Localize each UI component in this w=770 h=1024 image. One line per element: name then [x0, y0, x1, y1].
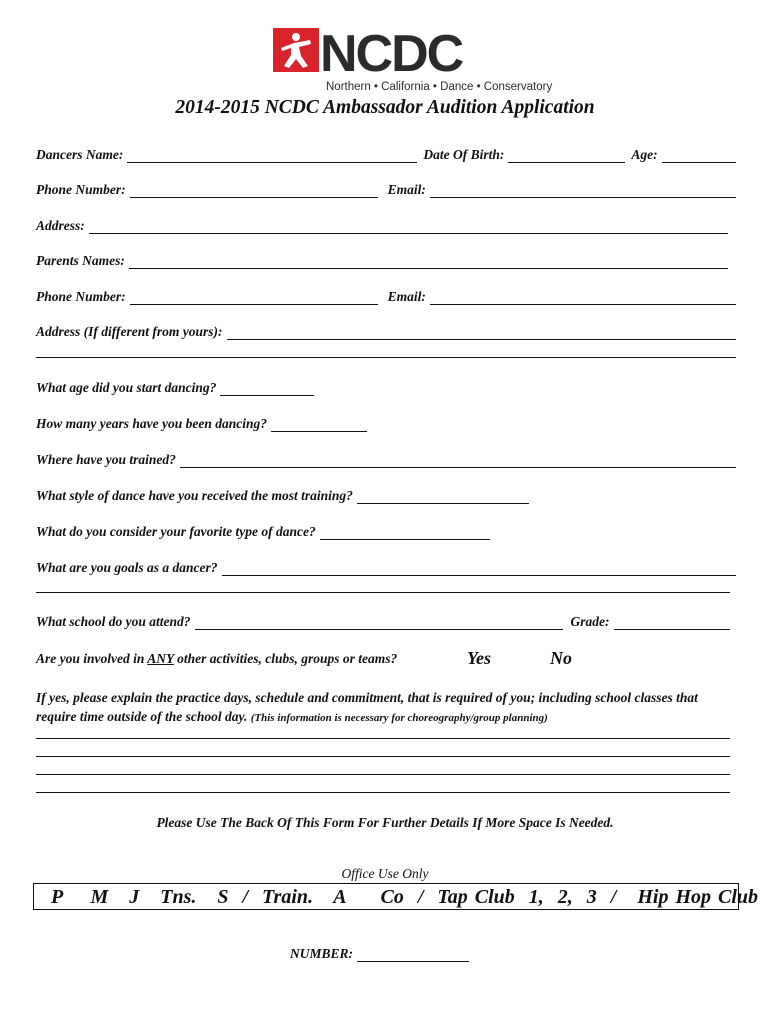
- age-label: Age:: [631, 147, 658, 162]
- trained-label: Where have you trained?: [36, 452, 176, 467]
- dancer-name-label: Dancers Name:: [36, 147, 124, 162]
- row-style: [36, 488, 736, 504]
- row-parents: [36, 253, 728, 269]
- dob-field[interactable]: [508, 150, 625, 163]
- logo-tagline: Northern • California • Dance • Conservatory: [326, 81, 553, 93]
- parent-phone-field[interactable]: [130, 292, 378, 305]
- number-label: NUMBER:: [290, 946, 354, 961]
- years-label: How many years have you been dancing?: [36, 416, 267, 431]
- years-field[interactable]: [271, 419, 367, 432]
- style-label: What style of dance have you received the most training?: [36, 488, 353, 503]
- row-school: [36, 614, 730, 630]
- email-label: Email:: [387, 182, 426, 197]
- ncdc-logo: [272, 25, 553, 98]
- section-divider: [36, 357, 736, 358]
- address-alt-field[interactable]: [227, 327, 737, 340]
- explain-note: (This information is necessary for choreography/group planning): [250, 712, 548, 724]
- trained-field[interactable]: [180, 455, 736, 468]
- office-use-box: [33, 883, 759, 910]
- email-field[interactable]: [430, 185, 736, 198]
- parent-phone-label: Phone Number:: [36, 289, 126, 304]
- favorite-label: What do you consider your favorite type of dance?: [36, 524, 316, 539]
- school-field[interactable]: [195, 617, 563, 630]
- involved-label: Are you involved in ANY other activities, clubs, groups or teams?: [36, 651, 398, 666]
- number-field[interactable]: [357, 949, 469, 962]
- address-alt-label: Address (If different from yours):: [36, 324, 223, 339]
- start-age-field[interactable]: [220, 383, 314, 396]
- style-field[interactable]: [357, 491, 529, 504]
- form-title: 2014-2015 NCDC Ambassador Audition Application: [175, 97, 595, 118]
- school-label: What school do you attend?: [36, 614, 191, 629]
- explain-line-2[interactable]: [36, 756, 730, 757]
- goals-field[interactable]: [222, 563, 736, 576]
- goals-extra-line[interactable]: [36, 592, 730, 593]
- number-row: [290, 946, 469, 962]
- row-dancer-info: [36, 147, 736, 163]
- row-involved: [36, 651, 736, 667]
- phone-field[interactable]: [130, 185, 378, 198]
- row-address: [36, 218, 728, 234]
- phone-label: Phone Number:: [36, 182, 126, 197]
- explain-line-4[interactable]: [36, 792, 730, 793]
- logo-wordmark: NCDC: [320, 25, 463, 83]
- row-address-alt: [36, 324, 736, 340]
- any-emphasis: ANY: [147, 651, 174, 666]
- row-trained: [36, 452, 736, 468]
- row-favorite: [36, 524, 736, 540]
- row-contact-2: [36, 289, 736, 305]
- row-contact-1: [36, 182, 736, 198]
- start-age-label: What age did you start dancing?: [36, 380, 217, 395]
- explain-text: If yes, please explain the practice days, schedule and commitment, that is required of you; including school classes that require time outside of the school day. (This information is necessary for choreography/group planning): [36, 690, 698, 724]
- age-field[interactable]: [662, 150, 736, 163]
- parents-field[interactable]: [129, 256, 728, 269]
- row-goals: [36, 560, 736, 576]
- dancer-name-field[interactable]: [127, 150, 417, 163]
- explain-line-1[interactable]: [36, 738, 730, 739]
- grade-field[interactable]: [614, 617, 730, 630]
- no-option[interactable]: No: [550, 648, 572, 668]
- goals-label: What are you goals as a dancer?: [36, 560, 218, 575]
- yes-option[interactable]: Yes: [467, 648, 491, 668]
- parents-label: Parents Names:: [36, 253, 125, 268]
- office-codes: P M J Tns. S / Train. A Co / Tap Club 1, 2, 3 / Hip Hop Club: [51, 886, 759, 908]
- back-note: Please Use The Back Of This Form For Further Details If More Space Is Needed.: [156, 815, 614, 830]
- address-label: Address:: [36, 218, 85, 233]
- dob-label: Date Of Birth:: [423, 147, 505, 162]
- address-field[interactable]: [89, 221, 728, 234]
- parent-email-label: Email:: [387, 289, 426, 304]
- explain-line-3[interactable]: [36, 774, 730, 775]
- favorite-field[interactable]: [320, 527, 490, 540]
- row-years: [36, 416, 736, 432]
- grade-label: Grade:: [570, 614, 610, 629]
- office-use-label: Office Use Only: [341, 866, 429, 881]
- row-start-age: [36, 380, 736, 396]
- parent-email-field[interactable]: [430, 292, 736, 305]
